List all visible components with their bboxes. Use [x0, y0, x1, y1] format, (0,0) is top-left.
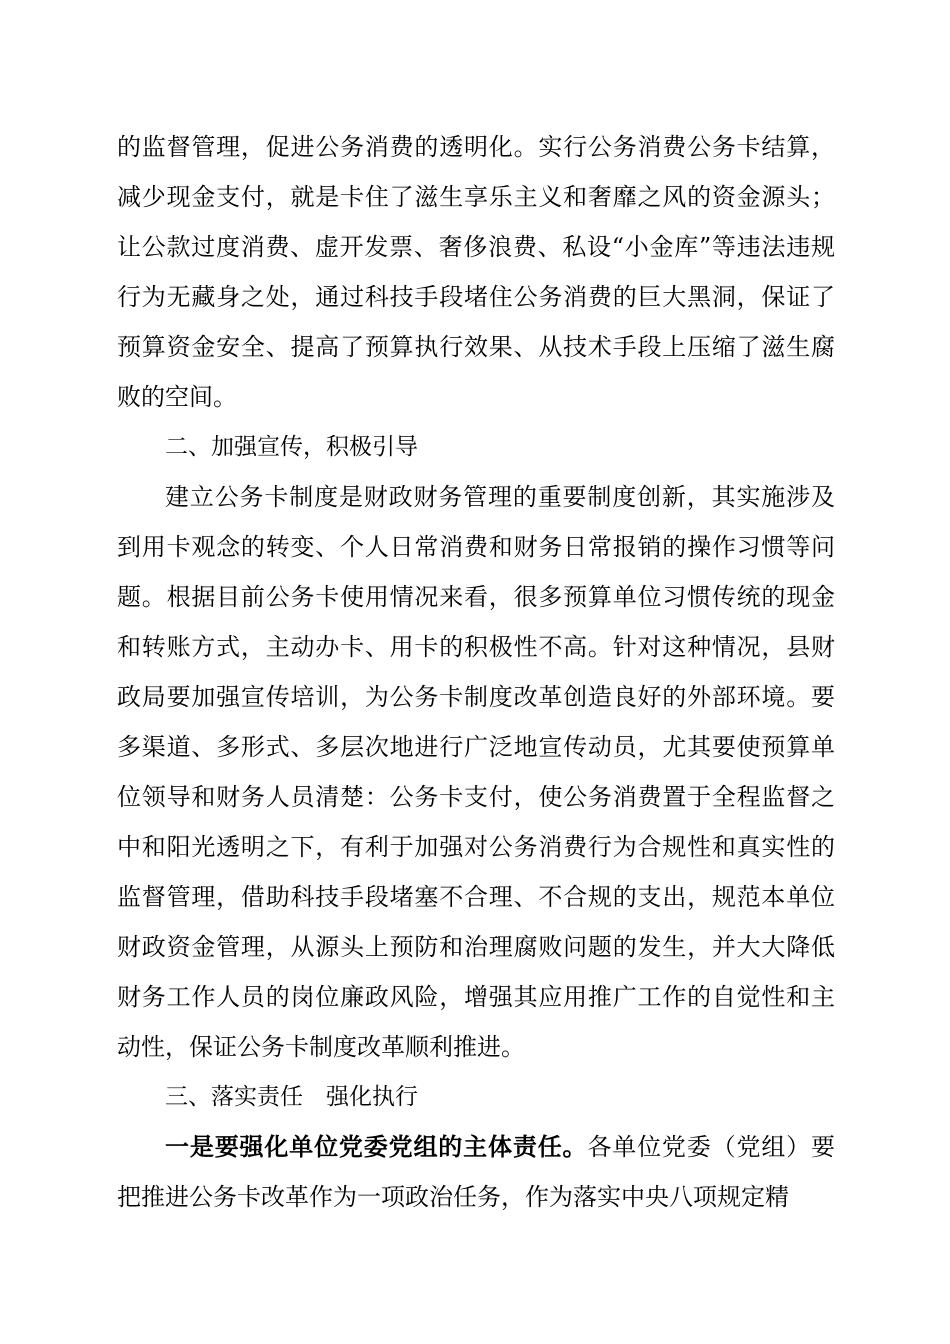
paragraph-rest: 各单位党委（党组）要把推进公务卡改革作为一项政治任务，作为落实中央八项规定精 [117, 1133, 836, 1211]
paragraph-continuation: 的监督管理，促进公务消费的透明化。实行公务消费公务卡结算，减少现金支付，就是卡住了滋生享乐主义和奢靡之风的资金源头；让公款过度消费、虚开发票、奢侈浪费、私设“小金库”等违法违规行为无藏身之处，通过科技手段堵住公务消费的巨大黑洞，保证了预算资金安全、提高了预算执行效果、从技术手段上压缩了滋生腐败的空间。 [117, 133, 835, 411]
paragraph-responsibility [117, 1122, 835, 1222]
section-heading-2: 二、加强宣传，积极引导 [165, 434, 418, 460]
section-heading-3: 三、落实责任 强化执行 [165, 1084, 418, 1110]
document-body [117, 122, 835, 1222]
paragraph-publicity: 建立公务卡制度是财政财务管理的重要制度创新，其实施涉及到用卡观念的转变、个人日常消费和财务日常报销的操作习惯等问题。根据目前公务卡使用情况来看，很多预算单位习惯传统的现金和转账方式，主动办卡、用卡的积极性不高。针对这种情况，县财政局要加强宣传培训，为公务卡制度改革创造良好的外部环境。要多渠道、多形式、多层次地进行广泛地宣传动员，尤其要使预算单位领导和财务人员清楚：公务卡支付，使公务消费置于全程监督之中和阳光透明之下，有利于加强对公务消费行为合规性和真实性的监督管理，借助科技手段堵塞不合理、不合规的支出，规范本单位财政资金管理，从源头上预防和治理腐败问题的发生，并大大降低财务工作人员的岗位廉政风险，增强其应用推广工作的自觉性和主动性，保证公务卡制度改革顺利推进。 [117, 483, 835, 1061]
paragraph-lead-bold: 一是要强化单位党委党组的主体责任。 [165, 1132, 588, 1161]
